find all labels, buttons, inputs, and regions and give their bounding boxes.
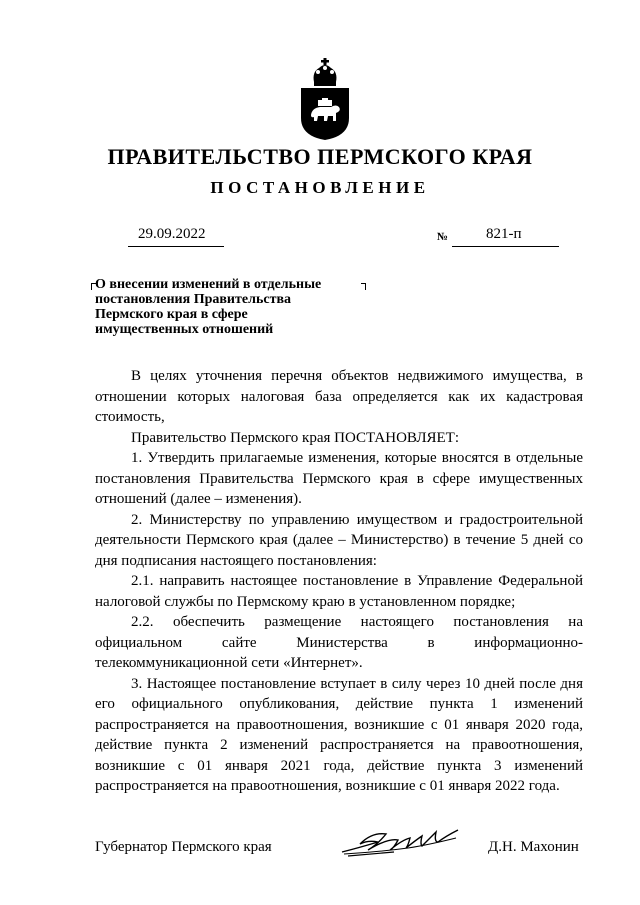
resolution-statement: Правительство Пермского края ПОСТАНОВЛЯЕТ: bbox=[131, 429, 460, 446]
government-title: ПРАВИТЕЛЬСТВО ПЕРМСКОГО КРАЯ bbox=[107, 144, 533, 169]
handwritten-signature bbox=[338, 820, 462, 862]
document-type-title: ПОСТАНОВЛЕНИЕ bbox=[210, 178, 430, 197]
number-underline bbox=[452, 246, 559, 247]
clause-3: 3. Настоящее постановление вступает в силу через 10 дней после дня его официального опубликования, действие пункта 1 изменений распространяется на правоотношения, возникшие с 01 января 2020 года, действие пункта 2 изменений распространяется на правоотношения, возникшие с 01 января 2021 года, действие пункта 3 изменений распространяется на правоотношения, возникшие с 01 января 2022 года. bbox=[95, 675, 583, 794]
document-subject bbox=[95, 277, 365, 337]
date-underline bbox=[128, 246, 224, 247]
coat-of-arms-icon bbox=[298, 58, 352, 140]
subject-line: имущественных отношений bbox=[95, 322, 274, 337]
clause-2: 2. Министерству по управлению имуществом и градостроительной деятельности Пермского края (далее – Министерство) в течение 5 дней со дня подписания настоящего постановления: bbox=[95, 511, 583, 569]
signatory-title: Губернатор Пермского края bbox=[95, 839, 272, 855]
crown-icon bbox=[314, 58, 337, 86]
preamble-paragraph: В целях уточнения перечня объектов недвижимого имущества, в отношении которых налоговая база определяется как их кадастровая стоимость, bbox=[95, 368, 583, 425]
clause-2-1: 2.1. направить настоящее постановление в Управление Федеральной налоговой службы по Пермскому краю в установленном порядке; bbox=[95, 573, 583, 610]
clause-1: 1. Утвердить прилагаемые изменения, которые вносятся в отдельные постановления Правительства Пермского края в сфере имущественных отношений (далее – изменения). bbox=[95, 450, 583, 507]
subject-line: Пермского края в сфере bbox=[95, 307, 248, 322]
subject-line: О внесении изменений в отдельные bbox=[95, 277, 322, 292]
document-number: 821-п bbox=[486, 226, 522, 242]
document-body bbox=[95, 366, 583, 797]
clause-2-2: 2.2. обеспечить размещение настоящего постановления на официальном сайте Министерства в информационно-телекоммуникационной сети «Интернет». bbox=[95, 614, 583, 671]
number-sign: № bbox=[437, 231, 449, 243]
subject-line: постановления Правительства bbox=[95, 292, 291, 307]
signatory-name: Д.Н. Махонин bbox=[488, 839, 579, 855]
document-date: 29.09.2022 bbox=[138, 226, 206, 242]
